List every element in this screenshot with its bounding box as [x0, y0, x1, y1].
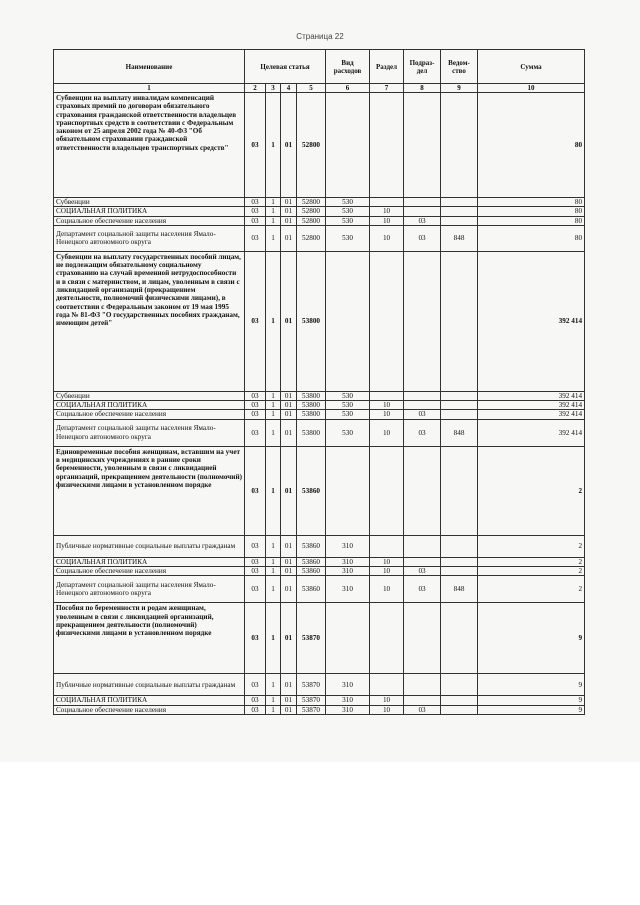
sum-cell: 392 414	[478, 410, 585, 419]
sum-cell: 392 414	[478, 401, 585, 410]
table-row	[54, 557, 585, 566]
department-cell	[441, 216, 478, 225]
program-cell: 1	[266, 251, 281, 391]
expense-type-cell: 530	[326, 207, 370, 216]
article-cell: 53870	[297, 696, 326, 705]
header-subsection: Подраз-дел	[404, 50, 441, 84]
expense-type-cell: 530	[326, 198, 370, 207]
program-cell: 1	[266, 446, 281, 535]
section-cell	[370, 93, 404, 198]
subprogram-cell: 01	[281, 535, 297, 557]
row-name-cell: СОЦИАЛЬНАЯ ПОЛИТИКА	[54, 401, 245, 410]
department-cell	[441, 674, 478, 696]
program-cell: 1	[266, 696, 281, 705]
section-cell: 10	[370, 410, 404, 419]
code-cell: 03	[245, 567, 266, 576]
subsection-cell	[404, 207, 441, 216]
subsection-cell: 03	[404, 410, 441, 419]
section-cell: 10	[370, 557, 404, 566]
expense-type-cell: 310	[326, 576, 370, 603]
subprogram-cell: 01	[281, 216, 297, 225]
expense-type-cell	[326, 251, 370, 391]
sum-cell: 80	[478, 93, 585, 198]
program-cell: 1	[266, 93, 281, 198]
table-row	[54, 401, 585, 410]
section-cell: 10	[370, 705, 404, 714]
expense-type-cell: 530	[326, 225, 370, 251]
department-cell	[441, 446, 478, 535]
code-cell: 03	[245, 93, 266, 198]
subsection-cell: 03	[404, 576, 441, 603]
code-cell: 03	[245, 225, 266, 251]
department-cell: 848	[441, 225, 478, 251]
sum-cell: 2	[478, 557, 585, 566]
row-name-cell: СОЦИАЛЬНАЯ ПОЛИТИКА	[54, 557, 245, 566]
row-name-cell: Субвенции на выплату инвалидам компенсаций страховых премий по договорам обязательного страхования гражданской ответственности владельцев транспортных средств в соответствии с Федеральным законом от 25 апреля 2002 года № 40-ФЗ "Об обязательном страховании гражданской ответственности владельцев транспортных средств"	[54, 93, 245, 198]
department-cell	[441, 207, 478, 216]
department-cell	[441, 198, 478, 207]
subsection-cell: 03	[404, 419, 441, 446]
program-cell: 1	[266, 535, 281, 557]
sum-cell: 392 414	[478, 251, 585, 391]
article-cell: 52800	[297, 198, 326, 207]
expense-type-cell: 530	[326, 391, 370, 400]
column-number-row	[54, 84, 585, 93]
table-row	[54, 567, 585, 576]
row-name-cell: СОЦИАЛЬНАЯ ПОЛИТИКА	[54, 207, 245, 216]
table-row	[54, 410, 585, 419]
code-cell: 03	[245, 535, 266, 557]
program-cell: 1	[266, 674, 281, 696]
subprogram-cell: 01	[281, 557, 297, 566]
table-row	[54, 225, 585, 251]
header-section: Раздел	[370, 50, 404, 84]
header-name: Наименование	[54, 50, 245, 84]
col-number: 8	[404, 84, 441, 93]
code-cell: 03	[245, 696, 266, 705]
row-name-cell: Социальное обеспечение населения	[54, 216, 245, 225]
article-cell: 53860	[297, 567, 326, 576]
department-cell: 848	[441, 576, 478, 603]
header-target-article: Целевая статья	[245, 50, 326, 84]
subprogram-cell: 01	[281, 567, 297, 576]
sum-cell: 9	[478, 674, 585, 696]
subsection-cell	[404, 198, 441, 207]
section-cell	[370, 198, 404, 207]
department-cell	[441, 535, 478, 557]
code-cell: 03	[245, 391, 266, 400]
section-cell	[370, 391, 404, 400]
department-cell	[441, 557, 478, 566]
sum-cell: 80	[478, 198, 585, 207]
col-number: 4	[281, 84, 297, 93]
row-name-cell: Департамент социальной защиты населения Ямало-Ненецкого автономного округа	[54, 225, 245, 251]
code-cell: 03	[245, 216, 266, 225]
row-name-cell: Департамент социальной защиты населения Ямало-Ненецкого автономного округа	[54, 576, 245, 603]
section-cell: 10	[370, 567, 404, 576]
department-cell	[441, 401, 478, 410]
table-row	[54, 696, 585, 705]
code-cell: 03	[245, 401, 266, 410]
section-cell	[370, 446, 404, 535]
expense-type-cell: 310	[326, 696, 370, 705]
program-cell: 1	[266, 419, 281, 446]
article-cell: 53800	[297, 401, 326, 410]
subsection-cell	[404, 696, 441, 705]
section-cell: 10	[370, 419, 404, 446]
expense-type-cell: 530	[326, 216, 370, 225]
expense-type-cell	[326, 603, 370, 674]
header-sum: Сумма	[478, 50, 585, 84]
subsection-cell	[404, 603, 441, 674]
article-cell: 53800	[297, 419, 326, 446]
expense-type-cell: 310	[326, 557, 370, 566]
article-cell: 53870	[297, 705, 326, 714]
row-name-cell: Социальное обеспечение населения	[54, 567, 245, 576]
section-cell	[370, 251, 404, 391]
code-cell: 03	[245, 419, 266, 446]
article-cell: 53800	[297, 410, 326, 419]
expense-type-cell: 530	[326, 401, 370, 410]
code-cell: 03	[245, 207, 266, 216]
program-cell: 1	[266, 401, 281, 410]
expense-type-cell: 530	[326, 410, 370, 419]
department-cell	[441, 251, 478, 391]
sum-cell: 2	[478, 576, 585, 603]
subsection-cell	[404, 557, 441, 566]
expense-type-cell: 310	[326, 567, 370, 576]
code-cell: 03	[245, 674, 266, 696]
section-cell: 10	[370, 216, 404, 225]
code-cell: 03	[245, 410, 266, 419]
col-number: 5	[297, 84, 326, 93]
code-cell: 03	[245, 705, 266, 714]
article-cell: 53870	[297, 603, 326, 674]
department-cell	[441, 410, 478, 419]
sum-cell: 9	[478, 705, 585, 714]
subprogram-cell: 01	[281, 198, 297, 207]
section-cell	[370, 535, 404, 557]
table-row	[54, 705, 585, 714]
table-row	[54, 576, 585, 603]
article-cell: 53860	[297, 576, 326, 603]
col-number: 7	[370, 84, 404, 93]
article-cell: 53870	[297, 674, 326, 696]
expense-type-cell	[326, 93, 370, 198]
subsection-cell	[404, 446, 441, 535]
subsection-cell: 03	[404, 705, 441, 714]
subprogram-cell: 01	[281, 419, 297, 446]
expense-type-cell: 530	[326, 419, 370, 446]
article-cell: 52800	[297, 216, 326, 225]
sum-cell: 392 414	[478, 391, 585, 400]
row-name-cell: Департамент социальной защиты населения Ямало-Ненецкого автономного округа	[54, 419, 245, 446]
sum-cell: 2	[478, 446, 585, 535]
header-row	[54, 50, 585, 84]
sum-cell: 80	[478, 216, 585, 225]
expense-type-cell: 310	[326, 674, 370, 696]
program-cell: 1	[266, 216, 281, 225]
col-number: 1	[54, 84, 245, 93]
subprogram-cell: 01	[281, 705, 297, 714]
row-name-cell: Субвенции на выплату государственных пособий лицам, не подлежащим обязательному социальному страхованию на случай временной нетрудоспособности и в связи с материнством, и лицам, уволенным в связи с ликвидацией организаций (прекращением деятельности, полномочий физическими лицами), в соответствии с Федеральным законом от 19 мая 1995 года № 81-ФЗ "О государственных пособиях гражданам, имеющим детей"	[54, 251, 245, 391]
table-row	[54, 419, 585, 446]
subprogram-cell: 01	[281, 225, 297, 251]
subprogram-cell: 01	[281, 207, 297, 216]
sum-cell: 392 414	[478, 419, 585, 446]
department-cell	[441, 705, 478, 714]
section-cell: 10	[370, 576, 404, 603]
row-name-cell: Социальное обеспечение населения	[54, 410, 245, 419]
row-name-cell: Социальное обеспечение населения	[54, 705, 245, 714]
program-cell: 1	[266, 391, 281, 400]
department-cell: 848	[441, 419, 478, 446]
section-cell: 10	[370, 401, 404, 410]
col-number: 9	[441, 84, 478, 93]
code-cell: 03	[245, 198, 266, 207]
table-row-main	[54, 93, 585, 198]
subprogram-cell: 01	[281, 251, 297, 391]
table-row	[54, 535, 585, 557]
row-name-cell: СОЦИАЛЬНАЯ ПОЛИТИКА	[54, 696, 245, 705]
code-cell: 03	[245, 251, 266, 391]
expense-type-cell	[326, 446, 370, 535]
subprogram-cell: 01	[281, 576, 297, 603]
row-name-cell: Публичные нормативные социальные выплаты гражданам	[54, 535, 245, 557]
subprogram-cell: 01	[281, 93, 297, 198]
table-row	[54, 391, 585, 400]
col-number: 2	[245, 84, 266, 93]
expense-type-cell: 310	[326, 705, 370, 714]
sum-cell: 80	[478, 207, 585, 216]
col-number: 6	[326, 84, 370, 93]
col-number: 3	[266, 84, 281, 93]
department-cell	[441, 93, 478, 198]
code-cell: 03	[245, 446, 266, 535]
program-cell: 1	[266, 207, 281, 216]
code-cell: 03	[245, 576, 266, 603]
program-cell: 1	[266, 603, 281, 674]
article-cell: 53800	[297, 251, 326, 391]
page-number-label: Страница 22	[296, 32, 344, 41]
col-number: 10	[478, 84, 585, 93]
section-cell: 10	[370, 225, 404, 251]
sum-cell: 2	[478, 567, 585, 576]
article-cell: 52800	[297, 207, 326, 216]
article-cell: 53860	[297, 535, 326, 557]
article-cell: 52800	[297, 93, 326, 198]
program-cell: 1	[266, 410, 281, 419]
table-body	[54, 93, 585, 715]
section-cell: 10	[370, 207, 404, 216]
subsection-cell	[404, 401, 441, 410]
sum-cell: 80	[478, 225, 585, 251]
sum-cell: 9	[478, 603, 585, 674]
subsection-cell: 03	[404, 567, 441, 576]
subprogram-cell: 01	[281, 696, 297, 705]
expense-type-cell: 310	[326, 535, 370, 557]
table-row	[54, 216, 585, 225]
table-row	[54, 207, 585, 216]
article-cell: 53860	[297, 557, 326, 566]
section-cell	[370, 674, 404, 696]
subsection-cell	[404, 93, 441, 198]
program-cell: 1	[266, 705, 281, 714]
department-cell	[441, 696, 478, 705]
subprogram-cell: 01	[281, 446, 297, 535]
sum-cell: 9	[478, 696, 585, 705]
table-row-main	[54, 251, 585, 391]
subprogram-cell: 01	[281, 410, 297, 419]
program-cell: 1	[266, 567, 281, 576]
subsection-cell	[404, 674, 441, 696]
sum-cell: 2	[478, 535, 585, 557]
subprogram-cell: 01	[281, 391, 297, 400]
section-cell	[370, 603, 404, 674]
subprogram-cell: 01	[281, 401, 297, 410]
table-row-main	[54, 446, 585, 535]
table-row-main	[54, 603, 585, 674]
article-cell: 52800	[297, 225, 326, 251]
article-cell: 53800	[297, 391, 326, 400]
section-cell: 10	[370, 696, 404, 705]
code-cell: 03	[245, 557, 266, 566]
header-expense-type: Вид расходов	[326, 50, 370, 84]
budget-table	[53, 49, 585, 715]
program-cell: 1	[266, 576, 281, 603]
subsection-cell: 03	[404, 216, 441, 225]
table-row	[54, 198, 585, 207]
subprogram-cell: 01	[281, 603, 297, 674]
row-name-cell: Единовременные пособия женщинам, вставшим на учет в медицинских учреждениях в ранние сроки беременности, уволенным в связи с ликвидацией организаций, прекращением деятельности (полномочий) физическими лицами в установленном порядке	[54, 446, 245, 535]
program-cell: 1	[266, 557, 281, 566]
subsection-cell	[404, 391, 441, 400]
code-cell: 03	[245, 603, 266, 674]
department-cell	[441, 603, 478, 674]
subsection-cell	[404, 251, 441, 391]
row-name-cell: Пособия по беременности и родам женщинам, уволенным в связи с ликвидацией организаций, прекращением деятельности (полномочий) физическими лицами в установленном порядке	[54, 603, 245, 674]
row-name-cell: Субвенции	[54, 391, 245, 400]
row-name-cell: Субвенции	[54, 198, 245, 207]
header-department: Ведом-ство	[441, 50, 478, 84]
subprogram-cell: 01	[281, 674, 297, 696]
subsection-cell: 03	[404, 225, 441, 251]
program-cell: 1	[266, 225, 281, 251]
department-cell	[441, 567, 478, 576]
article-cell: 53860	[297, 446, 326, 535]
program-cell: 1	[266, 198, 281, 207]
table-row	[54, 674, 585, 696]
row-name-cell: Публичные нормативные социальные выплаты гражданам	[54, 674, 245, 696]
subsection-cell	[404, 535, 441, 557]
department-cell	[441, 391, 478, 400]
